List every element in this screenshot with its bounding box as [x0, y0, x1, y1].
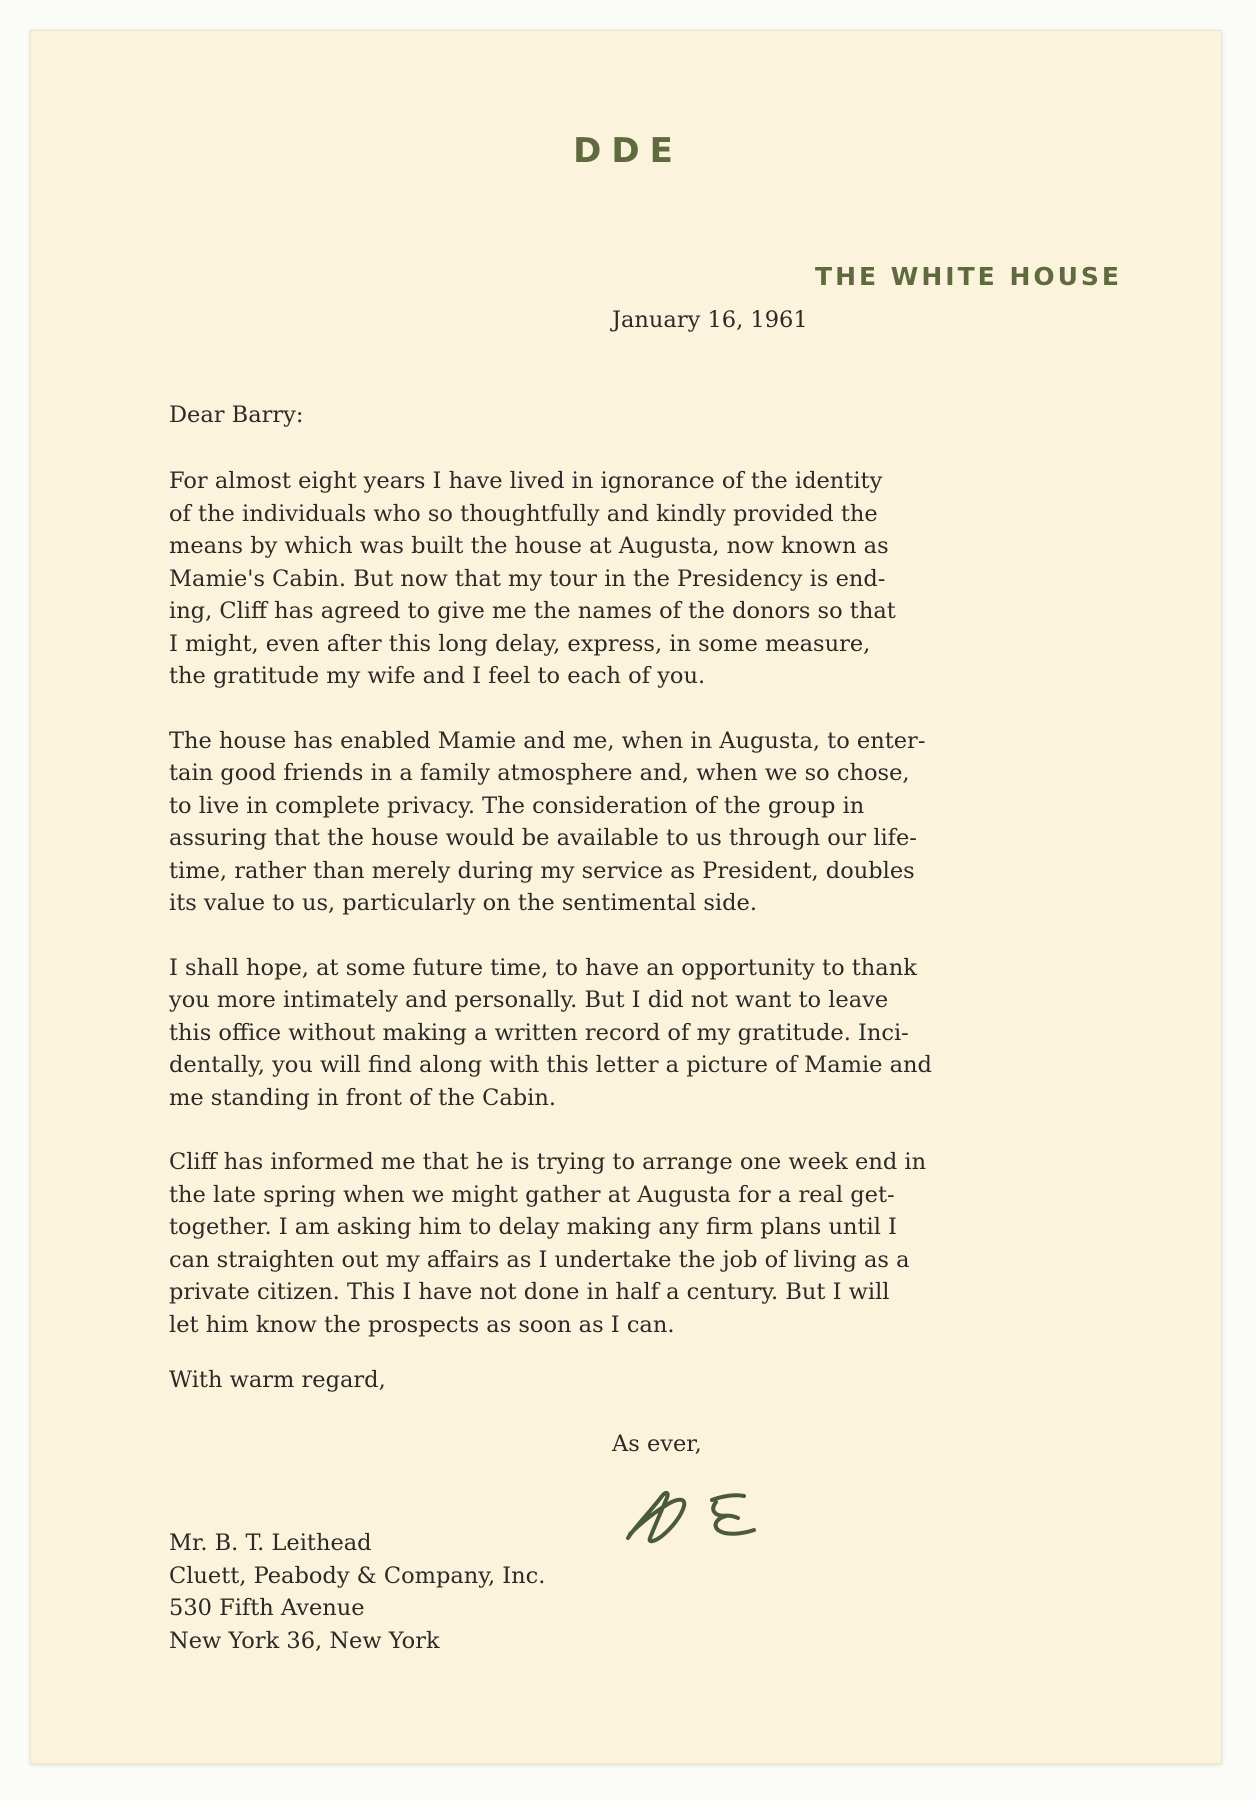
body-line: time, rather than merely during my service as President, doubles	[169, 857, 915, 884]
body-line: me standing in front of the Cabin.	[169, 1084, 556, 1111]
paragraph-3	[169, 952, 1129, 1115]
body-line: I shall hope, at some future time, to have an opportunity to thank	[169, 954, 917, 981]
body-line: dentally, you will find along with this letter a picture of Mamie and	[169, 1052, 932, 1078]
body-line: you more intimately and personally. But I did not want to leave	[169, 987, 889, 1013]
body-line: Mamie's Cabin. But now that my tour in the Presidency is end-	[169, 565, 886, 592]
body-line: to live in complete privacy. The consideration of the group in	[169, 792, 865, 819]
body-line: assuring that the house would be available to us through our life-	[169, 825, 917, 851]
address-line: 530 Fifth Avenue	[169, 1595, 365, 1621]
recipient-address	[169, 1527, 545, 1657]
address-line: New York 36, New York	[169, 1627, 440, 1654]
body-line: this office without making a written record of my gratitude. Inci-	[169, 1019, 909, 1046]
body-line: the gratitude my wife and I feel to each of you.	[169, 663, 706, 689]
body-line: Cliff has informed me that he is trying to arrange one week end in	[169, 1149, 927, 1175]
body-line: of the individuals who so thoughtfully and kindly provided the	[169, 500, 878, 527]
signature-stroke-e	[712, 1495, 754, 1534]
letterhead-monogram: DDE	[573, 131, 683, 171]
body-line: the late spring when we might gather at Augusta for a real get-	[169, 1181, 895, 1208]
closing: With warm regard,	[169, 1367, 386, 1393]
address-line: Cluett, Peabody & Company, Inc.	[169, 1562, 546, 1589]
paragraph-1	[169, 465, 1129, 693]
handwritten-signature	[620, 1476, 770, 1556]
paragraph-2	[169, 725, 1129, 920]
letterhead-white-house: THE WHITE HOUSE	[815, 262, 1122, 291]
body-line: I might, even after this long delay, express, in some measure,	[169, 630, 871, 657]
body-line: let him know the prospects as soon as I can.	[169, 1311, 675, 1338]
letter-body	[169, 465, 1129, 1373]
body-line: private citizen. This I have not done in half a century. But I will	[169, 1279, 890, 1305]
body-line: can straighten out my affairs as I undertake the job of living as a	[169, 1246, 910, 1273]
body-line: ing, Cliff has agreed to give me the names of the donors so that	[169, 598, 896, 624]
letter-date: January 16, 1961	[612, 307, 808, 333]
paragraph-4	[169, 1146, 1129, 1341]
body-line: For almost eight years I have lived in ignorance of the identity	[169, 468, 883, 494]
body-line: tain good friends in a family atmosphere and, when we so chose,	[169, 760, 910, 786]
body-line: together. I am asking him to delay making any firm plans until I	[169, 1214, 897, 1240]
body-line: means by which was built the house at Augusta, now known as	[169, 533, 889, 559]
body-line: its value to us, particularly on the sentimental side.	[169, 890, 757, 916]
valediction: As ever,	[612, 1431, 702, 1457]
body-line: The house has enabled Mamie and me, when in Augusta, to enter-	[169, 727, 926, 754]
salutation: Dear Barry:	[169, 402, 304, 428]
address-line: Mr. B. T. Leithead	[169, 1530, 372, 1556]
signature-stroke-d	[628, 1493, 684, 1541]
